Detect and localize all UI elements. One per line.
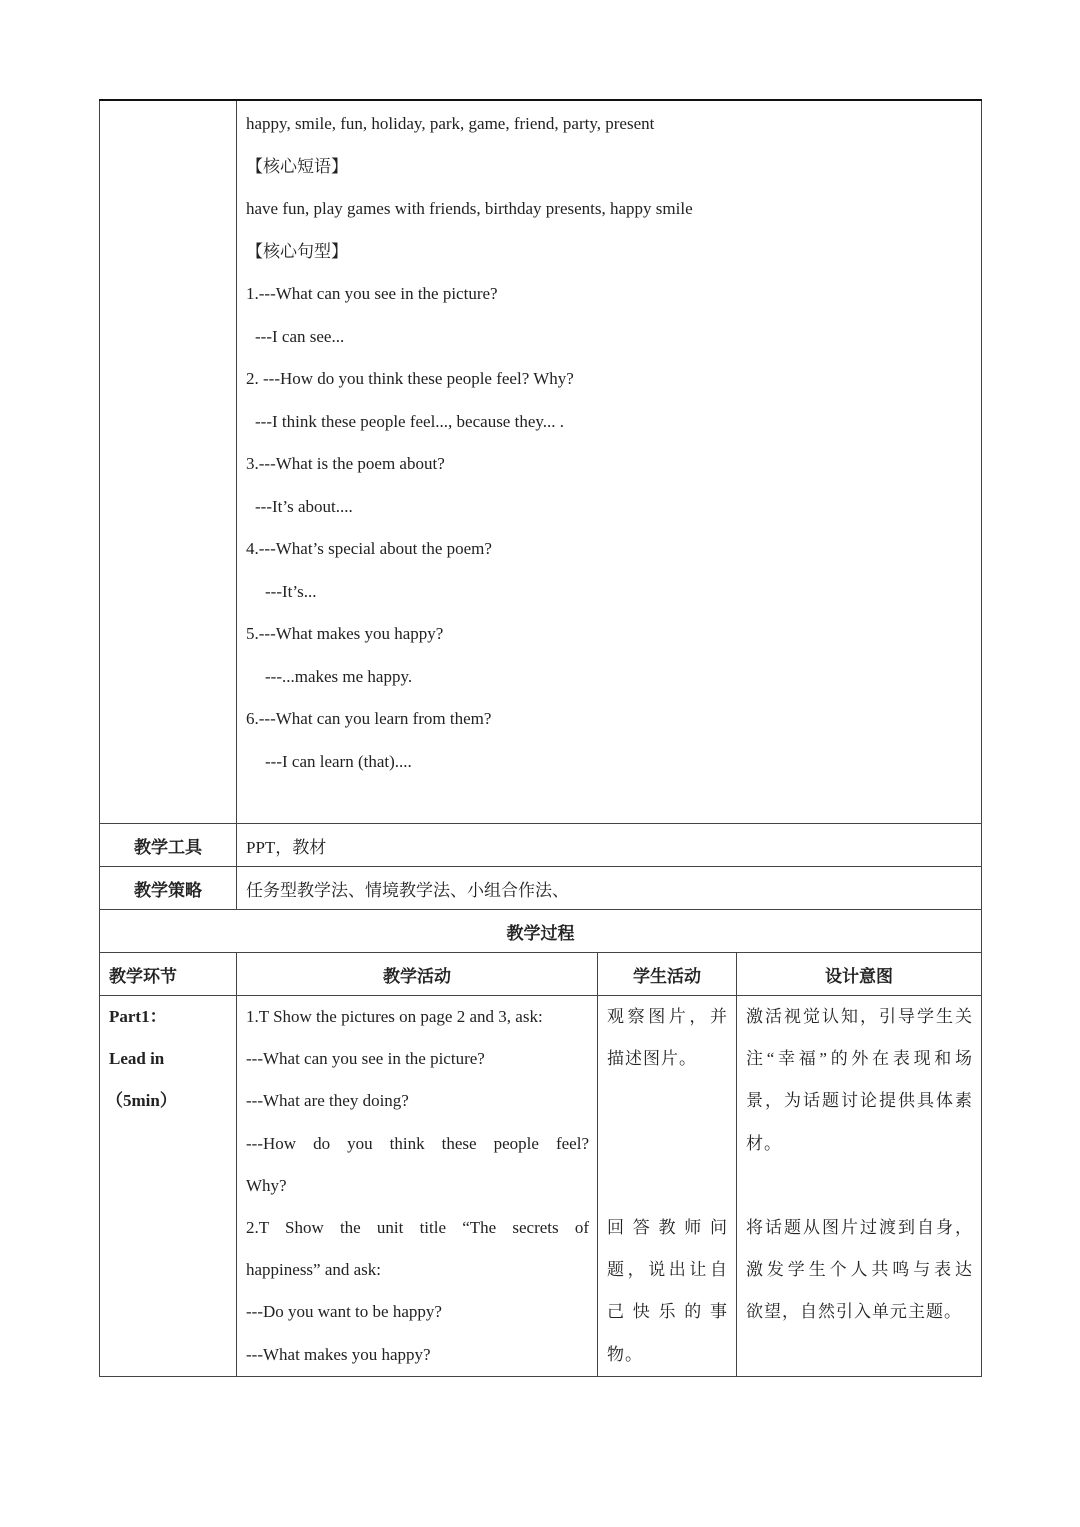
tools-row bbox=[100, 824, 982, 867]
intent-line: 将话题从图片过渡到自身， bbox=[746, 1217, 974, 1237]
student-line: 观察图片，并 bbox=[607, 1007, 728, 1026]
activity-line: 1.T Show the pictures on page 2 and 3, ask: bbox=[246, 1007, 543, 1026]
lesson-plan-table bbox=[99, 99, 982, 1377]
part1-intent-lines bbox=[737, 996, 981, 1334]
vocab-line: 4.---What’s special about the poem? bbox=[246, 539, 492, 558]
intent-line: 激活视觉认知，引导学生关 bbox=[746, 1007, 974, 1026]
part1-intent-cell bbox=[737, 996, 982, 1377]
strategy-value: 任务型教学法、情境教学法、小组合作法、 bbox=[237, 867, 982, 910]
vocab-line: ---...makes me happy. bbox=[265, 666, 413, 686]
intent-line: 注“幸福”的外在表现和场 bbox=[746, 1049, 974, 1069]
spacer bbox=[598, 1080, 736, 1122]
vocab-line: ---It’s... bbox=[265, 581, 317, 601]
vocab-line: 【核心短语】 bbox=[246, 156, 348, 176]
part1-student-lines bbox=[598, 996, 736, 1376]
part1-activity-lines bbox=[237, 996, 597, 1376]
part1-name: Part1： bbox=[109, 1007, 167, 1026]
process-header-row bbox=[100, 953, 982, 996]
vocab-line: 【核心句型】 bbox=[246, 241, 348, 261]
vocab-line: happy, smile, fun, holiday, park, game, friend, party, present bbox=[246, 114, 655, 133]
intent-line: 欲望，自然引入单元主题。 bbox=[746, 1302, 962, 1322]
header-intent: 设计意图 bbox=[737, 953, 982, 996]
spacer bbox=[737, 1165, 981, 1207]
part1-activity-cell bbox=[237, 996, 598, 1377]
activity-line: 2.T Show the unit title “The secrets of bbox=[246, 1217, 589, 1237]
vocab-content-cell bbox=[237, 100, 982, 824]
part1-student-cell bbox=[598, 996, 737, 1377]
vocab-line: ---I think these people feel..., because they... . bbox=[255, 411, 565, 431]
process-title-row bbox=[100, 910, 982, 953]
activity-line: ---What makes you happy? bbox=[246, 1344, 431, 1364]
vocab-label-cell bbox=[100, 100, 237, 824]
header-activity: 教学活动 bbox=[237, 953, 598, 996]
vocab-line: ---It’s about.... bbox=[255, 496, 353, 516]
process-title: 教学过程 bbox=[100, 910, 982, 953]
vocab-line: 6.---What can you learn from them? bbox=[246, 709, 492, 728]
student-line: 物。 bbox=[607, 1344, 643, 1364]
intent-line: 材。 bbox=[746, 1133, 782, 1153]
vocab-row bbox=[100, 100, 982, 824]
vocab-line: ---I can see... bbox=[255, 326, 345, 346]
vocab-line: 5.---What makes you happy? bbox=[246, 624, 444, 643]
intent-line: 激发学生个人共鸣与表达 bbox=[746, 1260, 974, 1280]
activity-line: ---What are they doing? bbox=[246, 1091, 409, 1111]
header-student: 学生活动 bbox=[598, 953, 737, 996]
strategy-row bbox=[100, 867, 982, 910]
spacer bbox=[598, 1165, 736, 1207]
intent-line: 景，为话题讨论提供具体素 bbox=[746, 1091, 974, 1111]
spacer bbox=[598, 1123, 736, 1165]
student-line: 己快乐的事 bbox=[607, 1302, 728, 1322]
vocab-line: 2. ---How do you think these people feel? Why? bbox=[246, 369, 574, 388]
header-stage: 教学环节 bbox=[100, 953, 237, 996]
part1-time: （5min） bbox=[106, 1091, 177, 1111]
vocab-line: ---I can learn (that).... bbox=[265, 751, 412, 771]
part1-row bbox=[100, 996, 982, 1377]
activity-line: ---Do you want to be happy? bbox=[246, 1302, 442, 1322]
vocab-lines bbox=[237, 101, 981, 823]
activity-line: ---How do you think these people feel? bbox=[246, 1133, 589, 1153]
part1-stage-cell bbox=[100, 996, 237, 1377]
strategy-label: 教学策略 bbox=[100, 867, 237, 910]
part1-sub: Lead in bbox=[109, 1049, 165, 1069]
tools-label: 教学工具 bbox=[100, 824, 237, 867]
vocab-line: 3.---What is the poem about? bbox=[246, 454, 445, 473]
activity-line: ---What can you see in the picture? bbox=[246, 1049, 485, 1069]
tools-value: PPT，教材 bbox=[237, 824, 982, 867]
vocab-line: have fun, play games with friends, birthday presents, happy smile bbox=[246, 199, 693, 218]
student-line: 描述图片。 bbox=[607, 1049, 697, 1069]
student-line: 题，说出让自 bbox=[607, 1260, 728, 1280]
student-line: 回答教师问 bbox=[607, 1217, 728, 1237]
activity-line: happiness” and ask: bbox=[246, 1260, 382, 1280]
activity-line: Why? bbox=[246, 1175, 287, 1195]
vocab-line: 1.---What can you see in the picture? bbox=[246, 284, 498, 303]
